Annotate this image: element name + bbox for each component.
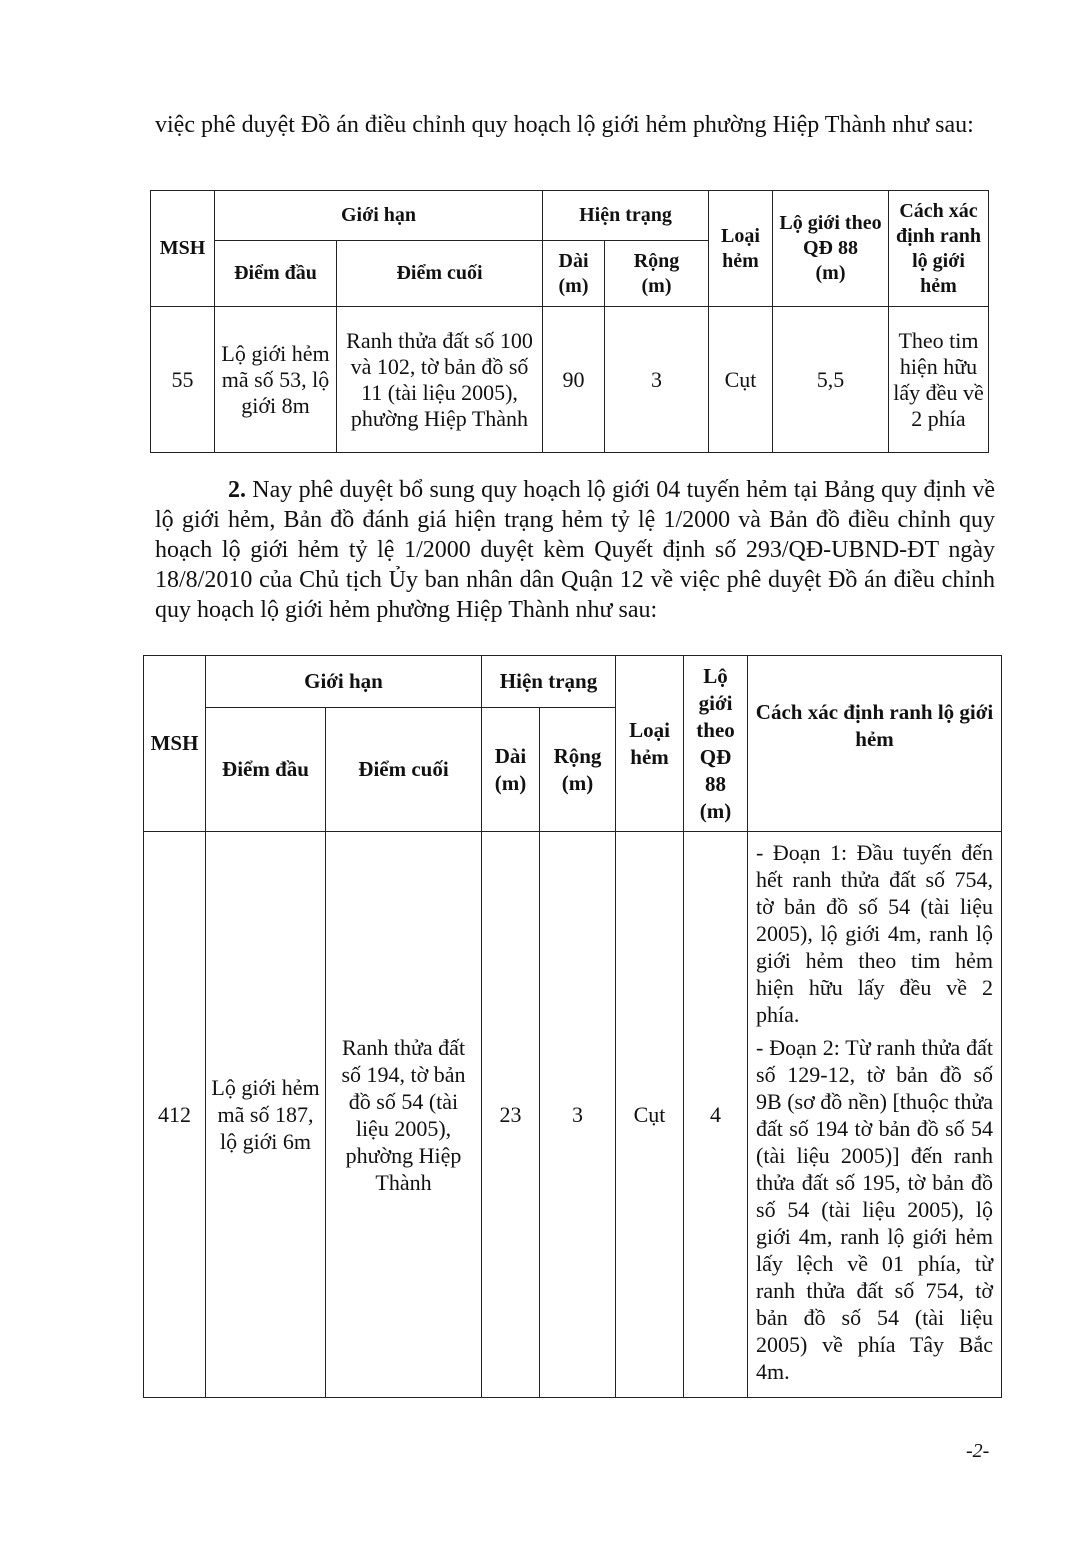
header-gioi-han: Giới hạn [206, 656, 482, 708]
header-loai-hem: Loại hẻm [616, 656, 684, 832]
header-diem-dau: Điểm đầu [215, 241, 337, 307]
section-2-number: 2. [228, 477, 246, 503]
cell-diem-dau: Lộ giới hẻm mã số 53, lộ giới 8m [215, 307, 337, 453]
section-2-text: Nay phê duyệt bổ sung quy hoạch lộ giới 04 tuyến hẻm tại Bảng quy định về lộ giới hẻm, Bản đồ đánh giá hiện trạng hẻm tỷ lệ 1/2000 và Bản đồ điều chỉnh quy hoạch lộ giới hẻm tỷ lệ 1/2000 duyệt kèm Quyết định số 293/QĐ-UBND-ĐT ngày 18/8/2010 của Chủ tịch Ủy ban nhân dân Quận 12 về việc phê duyệt Đồ án điều chỉnh quy hoạch lộ giới hẻm phường Hiệp Thành như sau: [155, 477, 995, 623]
section-2-paragraph [155, 475, 995, 625]
header-hien-trang: Hiện trạng [482, 656, 616, 708]
page-number: -2- [966, 1440, 990, 1462]
header-dai-text: Dài [494, 743, 527, 768]
header-lo-gioi-text: Lộ giới theo QĐ 88 [779, 212, 882, 259]
header-dai-unit: (m) [558, 274, 589, 297]
header-rong [540, 708, 616, 832]
cell-cach-xac-dinh [748, 832, 1002, 1398]
cell-dai: 23 [482, 832, 540, 1398]
header-diem-dau: Điểm đầu [206, 708, 326, 832]
header-rong-unit: (m) [641, 274, 672, 297]
table-lo-gioi-412 [143, 655, 1002, 1398]
header-diem-cuoi: Điểm cuối [337, 241, 543, 307]
doan-1-text: - Đoạn 1: Đầu tuyến đến hết ranh thửa đất số 754, tờ bản đồ số 54 (tài liệu 2005), lộ giới 4m, ranh lộ giới hẻm theo tim hẻm hiện hữu lấy đều về 2 phía. [756, 839, 994, 1027]
cell-rong: 3 [605, 307, 709, 453]
header-lo-gioi-unit: (m) [815, 262, 846, 284]
header-rong-text: Rộng [553, 743, 602, 768]
cell-cach-xac-dinh: Theo tim hiện hữu lấy đều về 2 phía [889, 307, 989, 453]
header-msh: MSH [144, 656, 206, 832]
table-row [144, 832, 1002, 1398]
doan-2-text: - Đoạn 2: Từ ranh thửa đất số 129-12, tờ bản đồ số 9B (sơ đồ nền) [thuộc thửa đất số 194 tờ bản đồ số 54 (tài liệu 2005)] đến ranh thửa đất số 195, tờ bản đồ số 54 (tài liệu 2005), lộ giới 4m, ranh lộ giới hẻm lấy lệch về 01 phía, từ ranh thửa đất số 754, tờ bản đồ số 54 (tài liệu 2005) về phía Tây Bắc 4m. [756, 1034, 994, 1384]
header-loai-hem: Loại hẻm [709, 191, 773, 307]
header-dai-unit: (m) [494, 770, 527, 795]
header-lo-gioi [684, 656, 748, 832]
header-hien-trang: Hiện trạng [543, 191, 709, 241]
cell-lo-gioi: 5,5 [773, 307, 889, 453]
cell-diem-cuoi: Ranh thửa đất số 194, tờ bản đồ số 54 (tài liệu 2005), phường Hiệp Thành [326, 832, 482, 1398]
cell-dai: 90 [543, 307, 605, 453]
header-rong-text: Rộng [633, 249, 680, 272]
cell-lo-gioi: 4 [684, 832, 748, 1398]
header-cach-xac-dinh: Cách xác định ranh lộ giới hẻm [889, 191, 989, 307]
table-row [151, 307, 989, 453]
header-rong-unit: (m) [561, 770, 594, 795]
header-dai-text: Dài [558, 249, 589, 272]
table-lo-gioi-55 [150, 190, 989, 453]
intro-paragraph: việc phê duyệt Đồ án điều chỉnh quy hoạch lộ giới hẻm phường Hiệp Thành như sau: [155, 112, 974, 138]
header-gioi-han: Giới hạn [215, 191, 543, 241]
cell-msh: 412 [144, 832, 206, 1398]
cell-loai-hem: Cụt [709, 307, 773, 453]
header-cach-xac-dinh: Cách xác định ranh lộ giới hẻm [748, 656, 1002, 832]
header-lo-gioi-text: Lộ giới theo QĐ 88 [696, 663, 735, 796]
cell-loai-hem: Cụt [616, 832, 684, 1398]
cell-msh: 55 [151, 307, 215, 453]
header-diem-cuoi: Điểm cuối [326, 708, 482, 832]
header-dai [543, 241, 605, 307]
header-dai [482, 708, 540, 832]
cell-rong: 3 [540, 832, 616, 1398]
cell-diem-dau: Lộ giới hẻm mã số 187, lộ giới 6m [206, 832, 326, 1398]
header-lo-gioi [773, 191, 889, 307]
header-msh: MSH [151, 191, 215, 307]
header-rong [605, 241, 709, 307]
header-lo-gioi-unit: (m) [699, 798, 732, 823]
cell-diem-cuoi: Ranh thửa đất số 100 và 102, tờ bản đồ số 11 (tài liệu 2005), phường Hiệp Thành [337, 307, 543, 453]
